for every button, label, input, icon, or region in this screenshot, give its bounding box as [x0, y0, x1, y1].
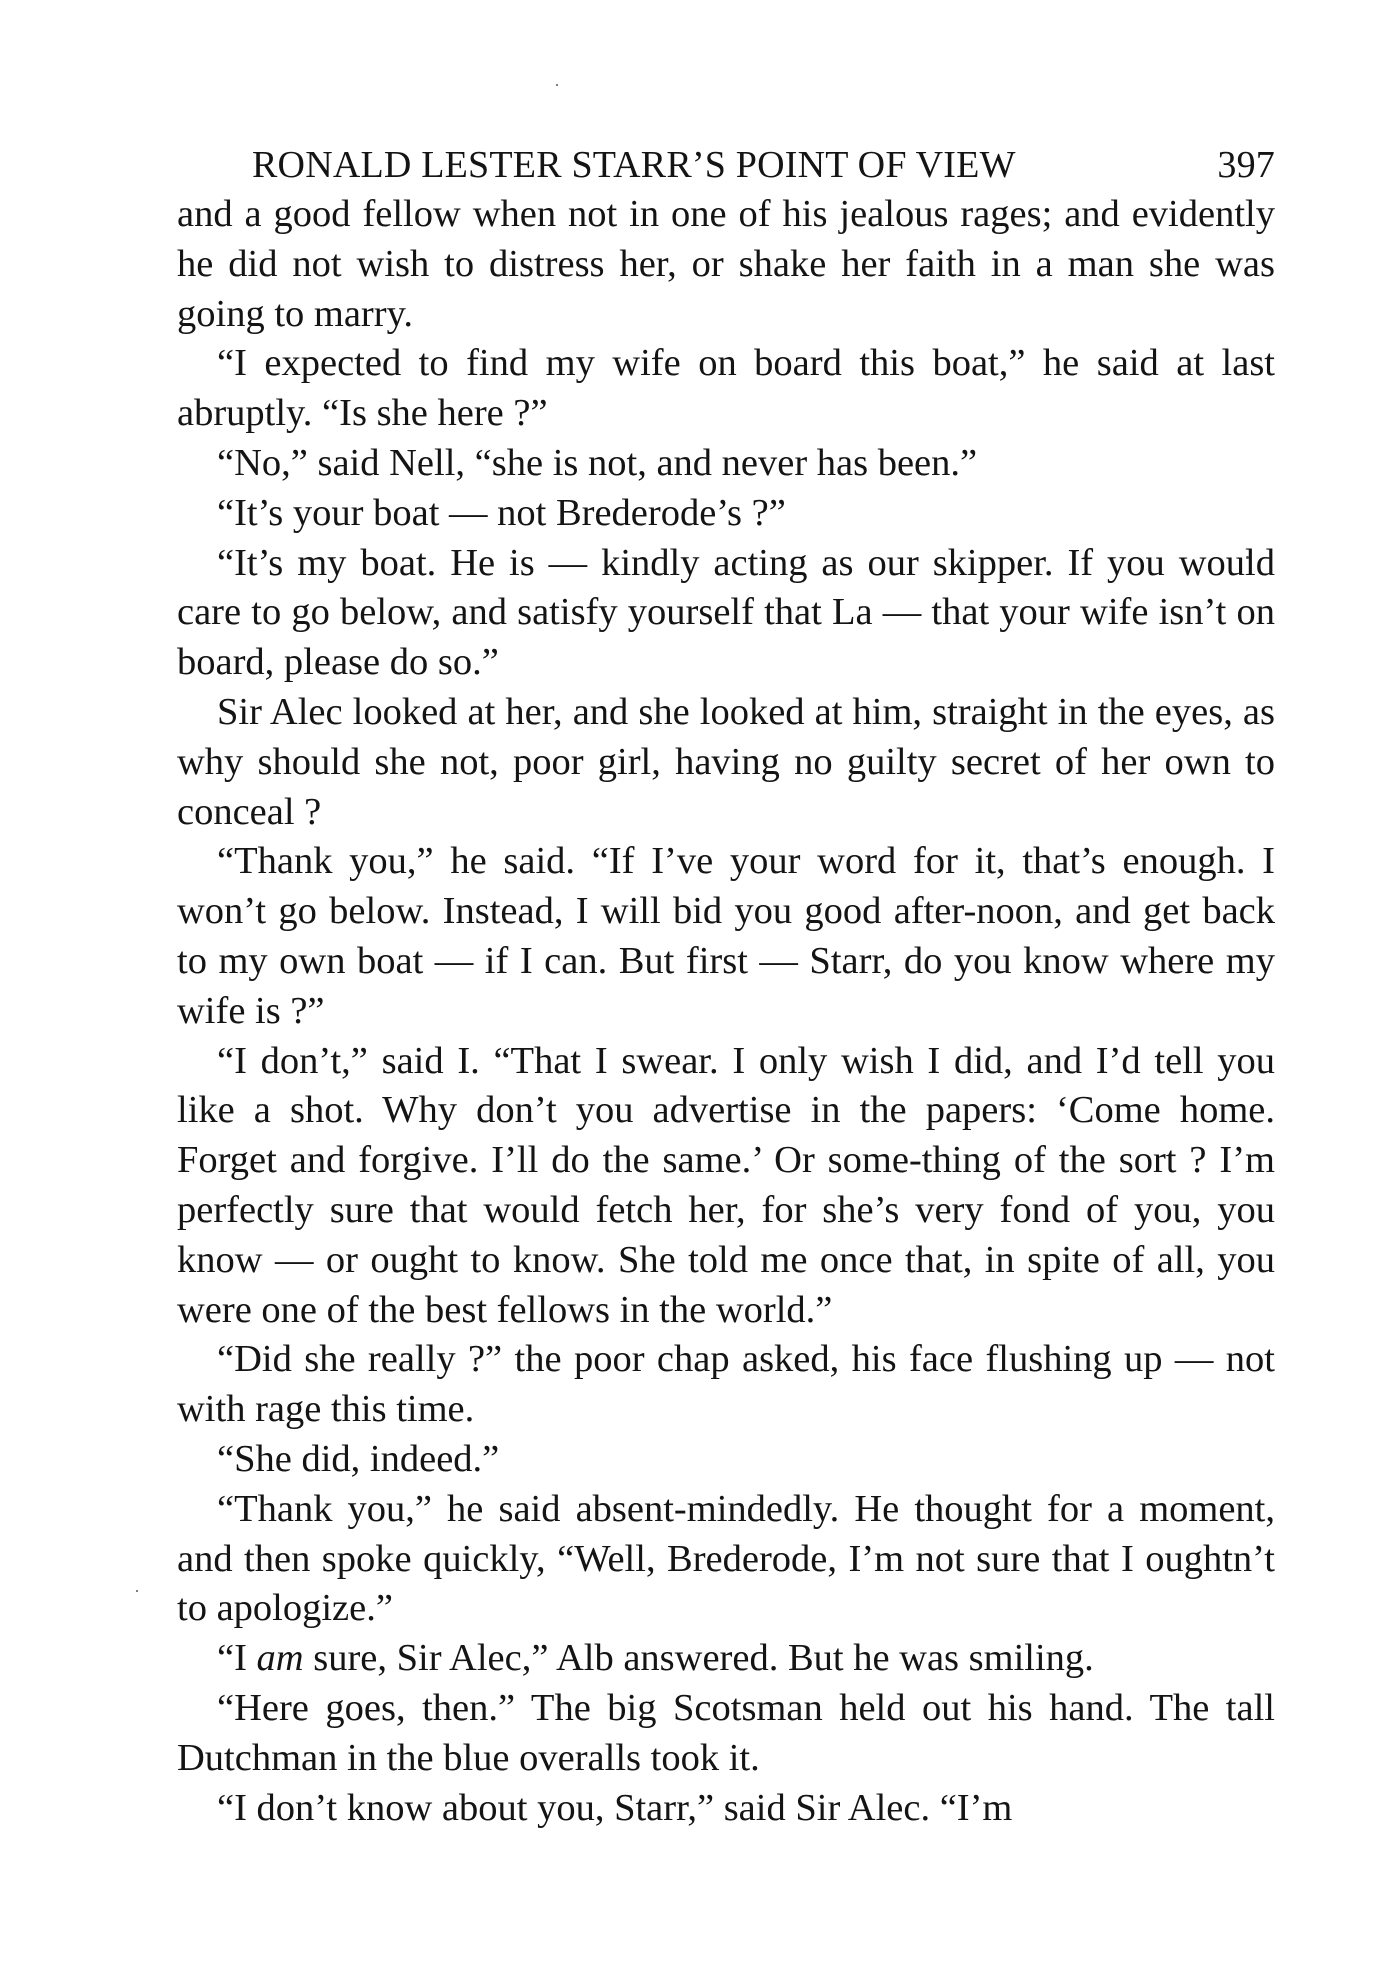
print-speck [556, 84, 558, 86]
paragraph-text: “I [217, 1637, 257, 1680]
emphasized-word: am [256, 1637, 304, 1680]
paragraph: and a good fellow when not in one of his jealous rages; and evidently he did not wish to distress her, or shake her faith in a man she was going to marry. [177, 193, 1275, 335]
paragraph-text: sure, Sir Alec,” Alb answered. But he was smiling. [303, 1637, 1094, 1680]
book-page [177, 140, 1275, 1833]
paragraph: “It’s my boat. He is — kindly acting as our skipper. If you would care to go below, and satisfy yourself that La — that your wife isn’t on board, please do so.” [177, 541, 1275, 684]
paragraph: “Thank you,” he said absent-mindedly. He thought for a moment, and then spoke quickly, “Well, Brederode, I’m not sure that I oughtn’t to apologize.” [177, 1487, 1275, 1630]
body-text [177, 190, 1275, 1833]
page-number: 397 [1217, 144, 1275, 186]
paragraph: “She did, indeed.” [217, 1437, 500, 1480]
running-head [177, 140, 1275, 190]
paragraph: “I expected to find my wife on board this boat,” he said at last abruptly. “Is she here ?” [177, 342, 1275, 435]
paragraph: “Did she really ?” the poor chap asked, his face flushing up — not with rage this time. [177, 1338, 1275, 1431]
paragraph: “It’s your boat — not Brederode’s ?” [217, 491, 786, 534]
paragraph: “No,” said Nell, “she is not, and never has been.” [217, 441, 978, 484]
paragraph: “Thank you,” he said. “If I’ve your word for it, that’s enough. I won’t go below. Instead, I will bid you good after-noon, and get back to my own boat — if I can. But first — Starr, do you know where my wife is ?” [177, 840, 1275, 1032]
paragraph: “I don’t,” said I. “That I swear. I only wish I did, and I’d tell you like a shot. Why don’t you advertise in the papers: ‘Come home. Forget and forgive. I’ll do the same.’ Or some-thing of the sort ? I’m perfectly sure that would fetch her, for she’s very fond of you, you know — or ought to know. She told me once that, in spite of all, you were one of the best fellows in the world.” [177, 1039, 1275, 1331]
print-speck [136, 1590, 138, 1592]
paragraph [177, 1634, 1275, 1684]
chapter-title: RONALD LESTER STARR’S POINT OF VIEW [252, 144, 1016, 186]
paragraph: “Here goes, then.” The big Scotsman held out his hand. The tall Dutchman in the blue overalls took it. [177, 1686, 1275, 1779]
paragraph: Sir Alec looked at her, and she looked at him, straight in the eyes, as why should she not, poor girl, having no guilty secret of her own to conceal ? [177, 690, 1275, 833]
paragraph: “I don’t know about you, Starr,” said Sir Alec. “I’m [217, 1786, 1013, 1829]
